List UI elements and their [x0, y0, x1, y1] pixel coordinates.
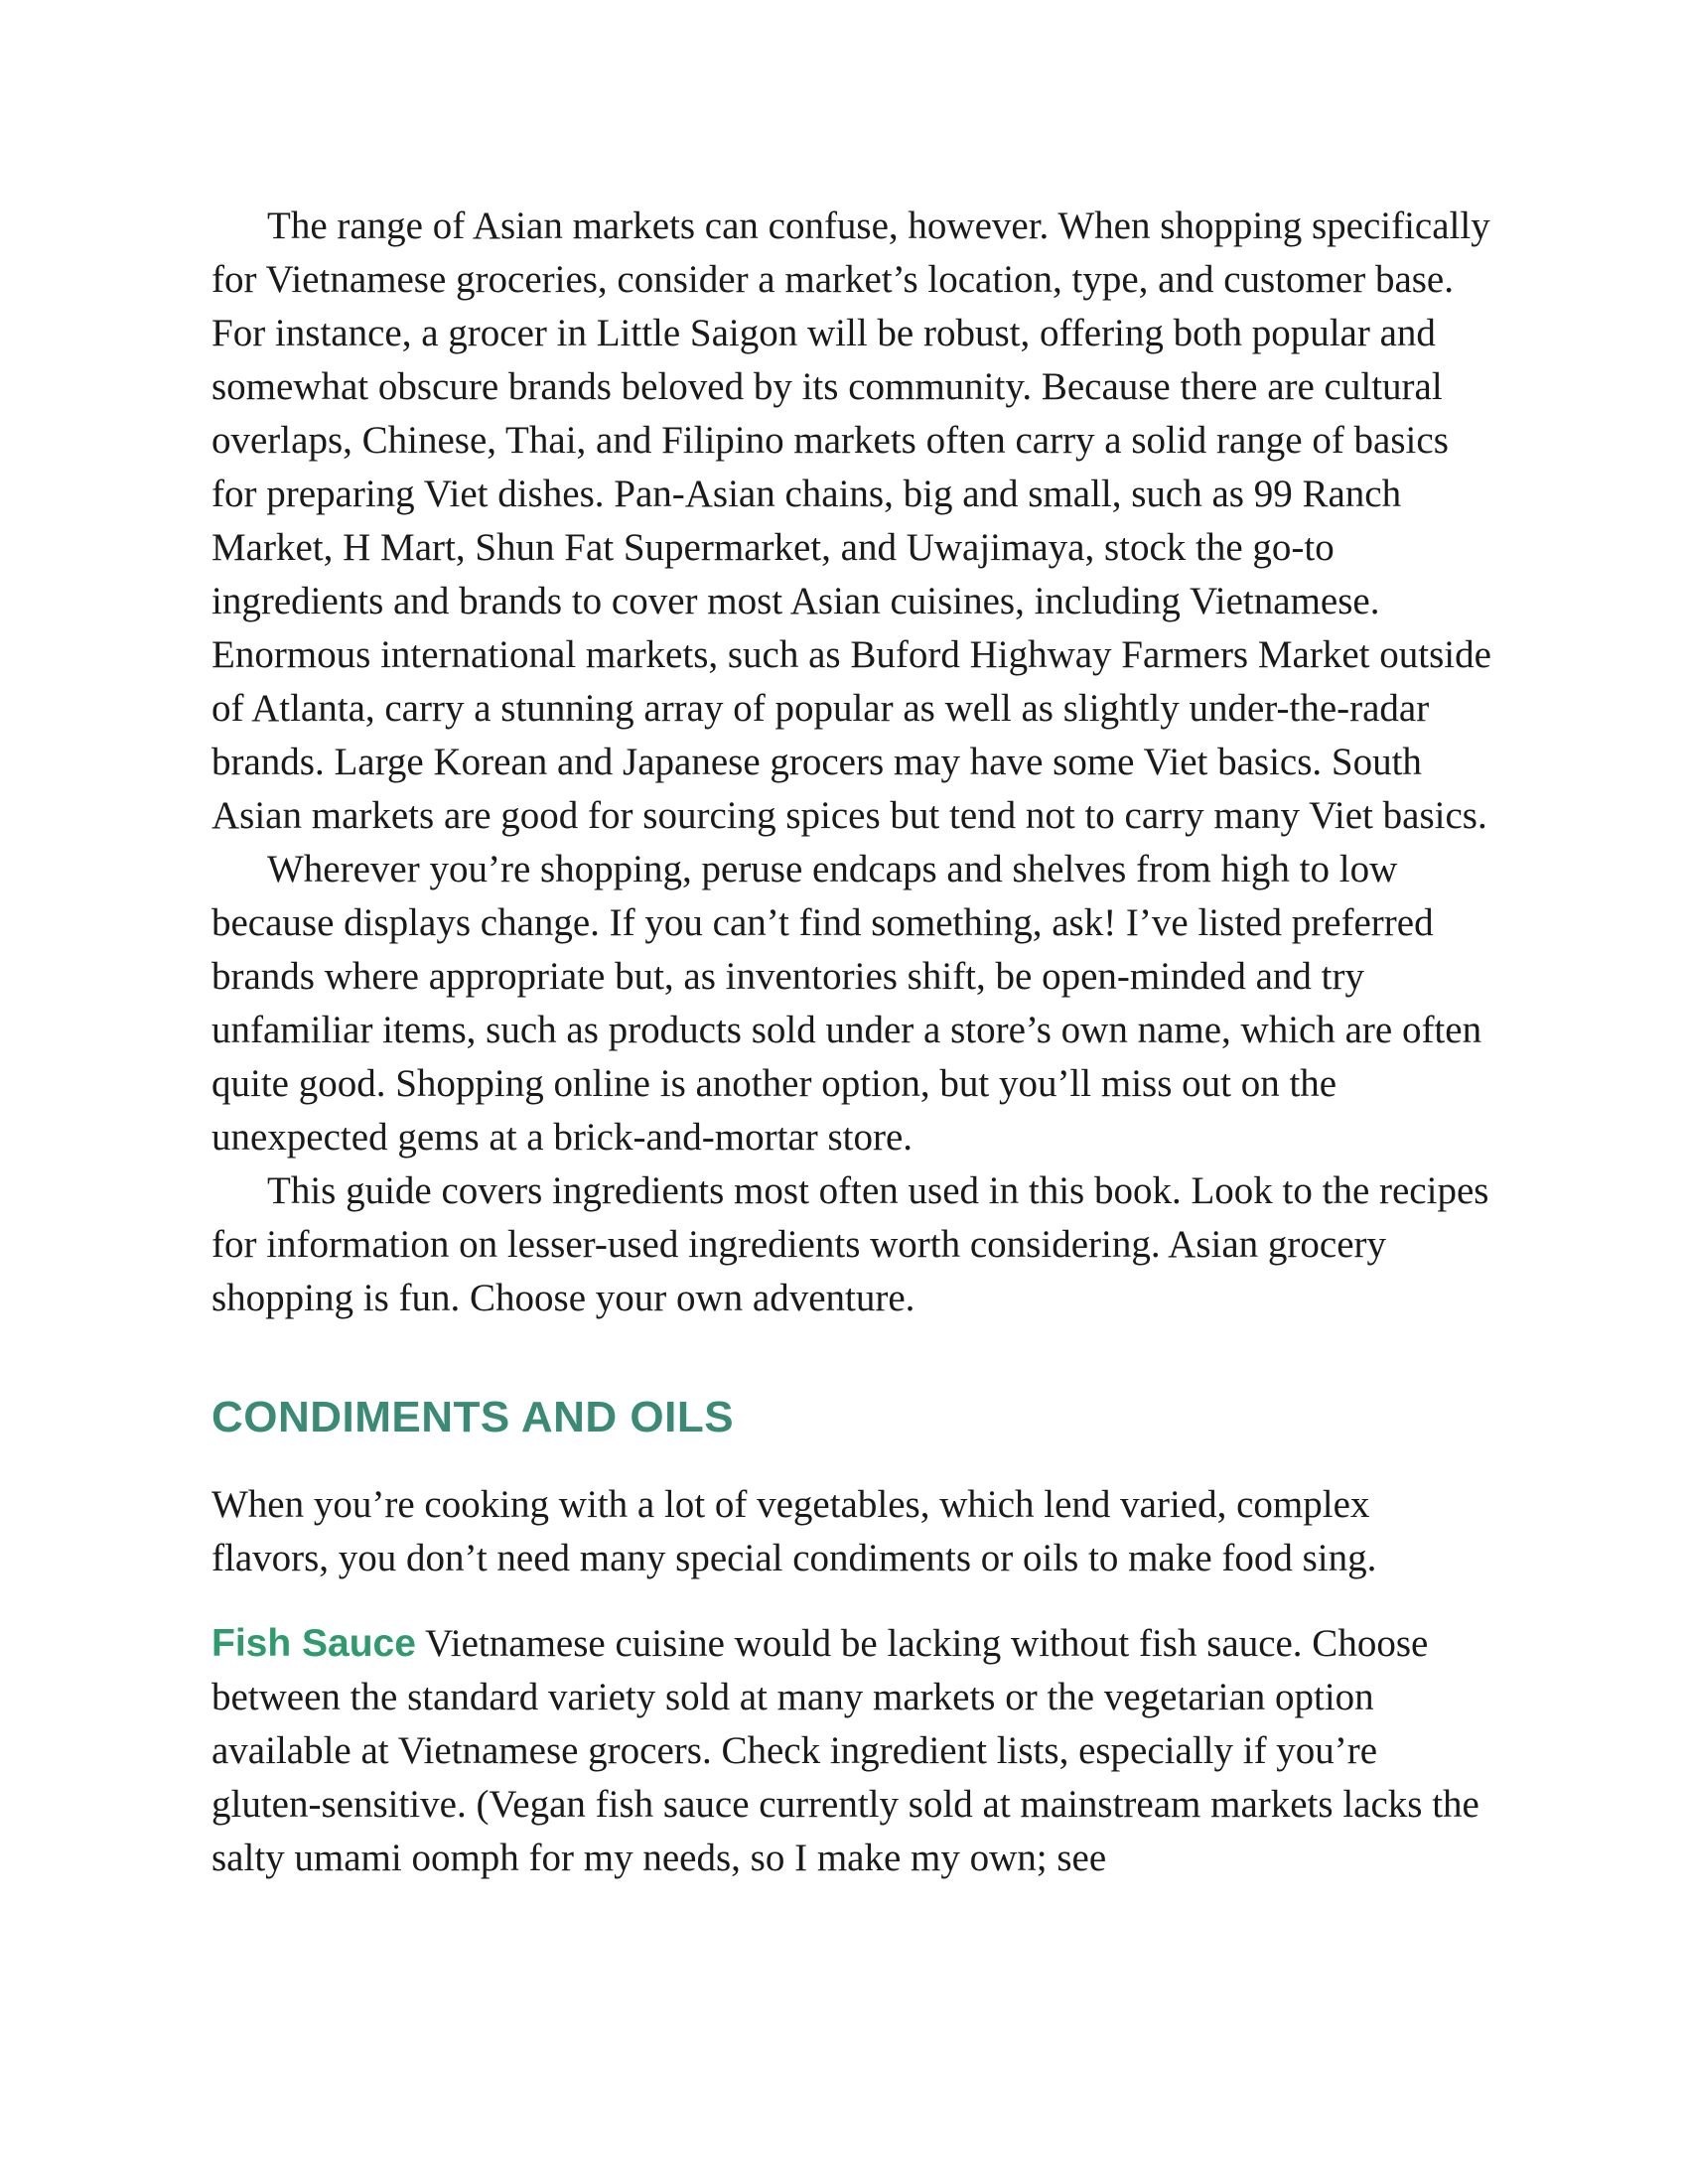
section-heading: CONDIMENTS AND OILS: [211, 1393, 735, 1441]
entry-term: Fish Sauce: [211, 1622, 416, 1665]
paragraph-guide-scope: This guide covers ingredients most often used in this book. Look to the recipes for information on lesser-used ingredients worth considering. Asian grocery shopping is fun. Choose your own adventure.: [211, 1169, 1489, 1319]
section-intro: When you’re cooking with a lot of vegetables, which lend varied, complex flavors, you don’t need many special condiments or oils to make food sing.: [211, 1483, 1377, 1579]
paragraph-asian-markets: The range of Asian markets can confuse, however. When shopping specifically for Vietnamese groceries, consider a market’s location, type, and customer base. For instance, a grocer in Little Saigon will be robust, offering both popular and somewhat obscure brands beloved by its community. Because there are cultural overlaps, Chinese, Thai, and Filipino markets often carry a solid range of basics for preparing Viet dishes. Pan-Asian chains, big and small, such as 99 Ranch Market, H Mart, Shun Fat Supermarket, and Uwajimaya, stock the go-to ingredients and brands to cover most Asian cuisines, including Vietnamese. Enormous international markets, such as Buford Highway Farmers Market outside of Atlanta, carry a stunning array of popular as well as slightly under-the-radar brands. Large Korean and Japanese grocers may have some Viet basics. South Asian markets are good for sourcing spices but tend not to carry many Viet basics.: [211, 205, 1491, 837]
paragraph-shopping-tips: Wherever you’re shopping, peruse endcaps and shelves from high to low because displays change. If you can’t find something, ask! I’ve listed preferred brands where appropriate but, as inventories shift, be open-minded and try unfamiliar items, such as products sold under a store’s own name, which are often quite good. Shopping online is another option, but you’ll miss out on the unexpected gems at a brick-and-mortar store.: [211, 848, 1482, 1159]
book-page: [211, 200, 1492, 1885]
entry-fish-sauce: [211, 1617, 1492, 1885]
entry-text: Vietnamese cuisine would be lacking without fish sauce. Choose between the standard variety sold at many markets or the vegetarian option available at Vietnamese grocers. Check ingredient lists, especially if you’re gluten-sensitive. (Vegan fish sauce currently sold at mainstream markets lacks the salty umami oomph for my needs, so I make my own; see: [211, 1622, 1479, 1879]
